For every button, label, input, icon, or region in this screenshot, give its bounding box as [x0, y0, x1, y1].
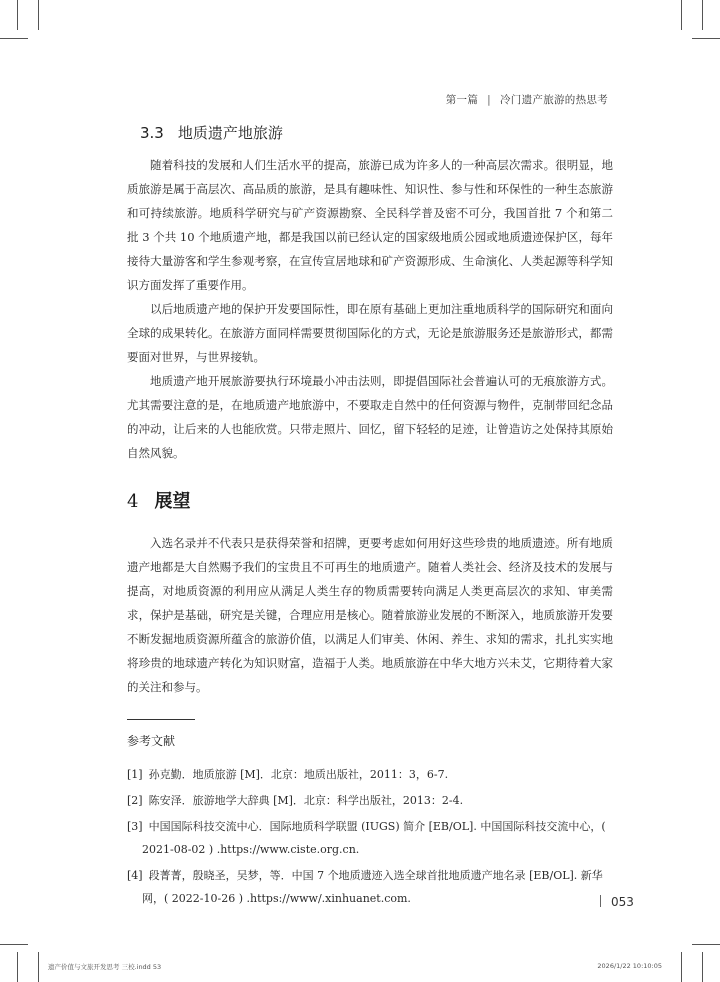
section-4-number: 4 [127, 491, 139, 512]
crop-mark-top-right-v1 [681, 0, 682, 30]
running-head-separator: | [487, 94, 491, 106]
reference-item-3 [127, 815, 613, 861]
section-4-heading [127, 487, 613, 513]
crop-mark-bottom-right-v1 [681, 952, 682, 982]
section-3-3-paragraph-2: 以后地质遗产地的保护开发要国际性，即在原有基础上更加注重地质科学的国际研究和面向全球的成果转化。在旅游方面同样需要贯彻国际化的方式，无论是旅游服务还是旅游形式，都需要面对世界，与世界接轨。 [127, 302, 613, 364]
slug-filename: 遗产价值与文旅开发思考 三校.indd 53 [48, 963, 162, 971]
section-3-3-number: 3.3 [140, 124, 164, 142]
crop-mark-top-left-v2 [38, 0, 39, 30]
reference-text-1: 孙克勤．地质旅游 [M]．北京：地质出版社，2011：3，6-7. [148, 768, 449, 781]
section-3-3-paragraph-3: 地质遗产地开展旅游要执行环境最小冲击法则，即提倡国际社会普遍认可的无痕旅游方式。尤其需要注意的是，在地质遗产地旅游中，不要取走自然中的任何资源与物件，克制带回纪念品的冲动，让后来的人也能欣赏。只带走照片、回忆，留下轻轻的足迹，让曾造访之处保持其原始自然风貌。 [127, 374, 613, 460]
reference-item-2 [127, 789, 613, 812]
reference-tag-1: [1] [127, 768, 143, 781]
reference-item-4 [127, 864, 613, 910]
section-3-3-heading [140, 122, 613, 143]
references-rule [127, 719, 195, 720]
section-3-3-title: 地质遗产地旅游 [177, 124, 283, 142]
section-4-title: 展望 [154, 491, 191, 512]
running-head-title: 冷门遗产旅游的热思考 [500, 94, 608, 106]
crop-mark-top-right-h [692, 38, 720, 39]
crop-mark-bottom-left-v1 [17, 952, 18, 982]
page-number-bar [600, 895, 601, 907]
page-number [600, 895, 634, 909]
reference-tag-4: [4] [127, 869, 143, 882]
page-number-value: 053 [611, 895, 634, 909]
crop-mark-bottom-right-h [692, 944, 720, 945]
crop-mark-bottom-left-v2 [38, 952, 39, 982]
crop-mark-top-left-v1 [17, 0, 18, 30]
reference-text-2: 陈安泽．旅游地学大辞典 [M]．北京：科学出版社，2013：2-4. [148, 794, 464, 807]
slug-timestamp: 2026/1/22 10:10:05 [597, 962, 662, 970]
reference-tag-2: [2] [127, 794, 143, 807]
reference-text-4: 段菁菁，殷晓圣，吴梦，等．中国 7 个地质遗迹入选全球首批地质遗产地名录 [EB/OL]. 新华网，( 2022-10-26 ) .https://www/.xinhuanet.com. [142, 869, 603, 905]
crop-mark-top-left-h [0, 38, 28, 39]
crop-mark-bottom-right-v2 [702, 952, 703, 982]
reference-item-1 [127, 763, 613, 786]
references-title: 参考文献 [127, 734, 176, 748]
page-body [127, 122, 613, 913]
reference-text-3: 中国国际科技交流中心．国际地质科学联盟 (IUGS) 简介 [EB/OL]. 中国国际科技交流中心，( 2021-08-02 ) .https://www.ciste.org.cn. [142, 820, 606, 856]
running-head [446, 92, 608, 107]
references-list [127, 763, 613, 910]
section-4-paragraph-1: 入选名录并不代表只是获得荣誉和招牌，更要考虑如何用好这些珍贵的地质遗迹。所有地质遗产地都是大自然赐予我们的宝贵且不可再生的地质遗产。随着人类社会、经济及技术的发展与提高，对地质资源的利用应从满足人类生存的物质需要转向满足人类更高层次的求知、审美需求，保护是基础，研究是关键，合理应用是核心。随着旅游业发展的不断深入，地质旅游开发要不断发掘地质资源所蕴含的旅游价值，以满足人们审美、休闲、养生、求知的需求，扎扎实实地将珍贵的地球遗产转化为知识财富，造福于人类。地质旅游在中华大地方兴未艾，它期待着大家的关注和参与。 [127, 536, 613, 694]
section-3-3-paragraph-1: 随着科技的发展和人们生活水平的提高，旅游已成为许多人的一种高层次需求。很明显，地质旅游是属于高层次、高品质的旅游，是具有趣味性、知识性、参与性和环保性的一种生态旅游和可持续旅游。地质科学研究与矿产资源勘察、全民科学普及密不可分，我国首批 7 个和第二批 3 个共 10 个地质遗产地，都是我国以前已经认定的国家级地质公园或地质遗迹保护区，每年接待大量游客和学生参观考察，在宣传宣居地球和矿产资源形成、生命演化、人类起源等科学知识方面发挥了重要作用。 [127, 158, 613, 292]
crop-mark-bottom-left-h [0, 944, 28, 945]
running-head-part: 第一篇 [445, 94, 479, 106]
reference-tag-3: [3] [127, 820, 143, 833]
crop-mark-top-right-v2 [702, 0, 703, 30]
